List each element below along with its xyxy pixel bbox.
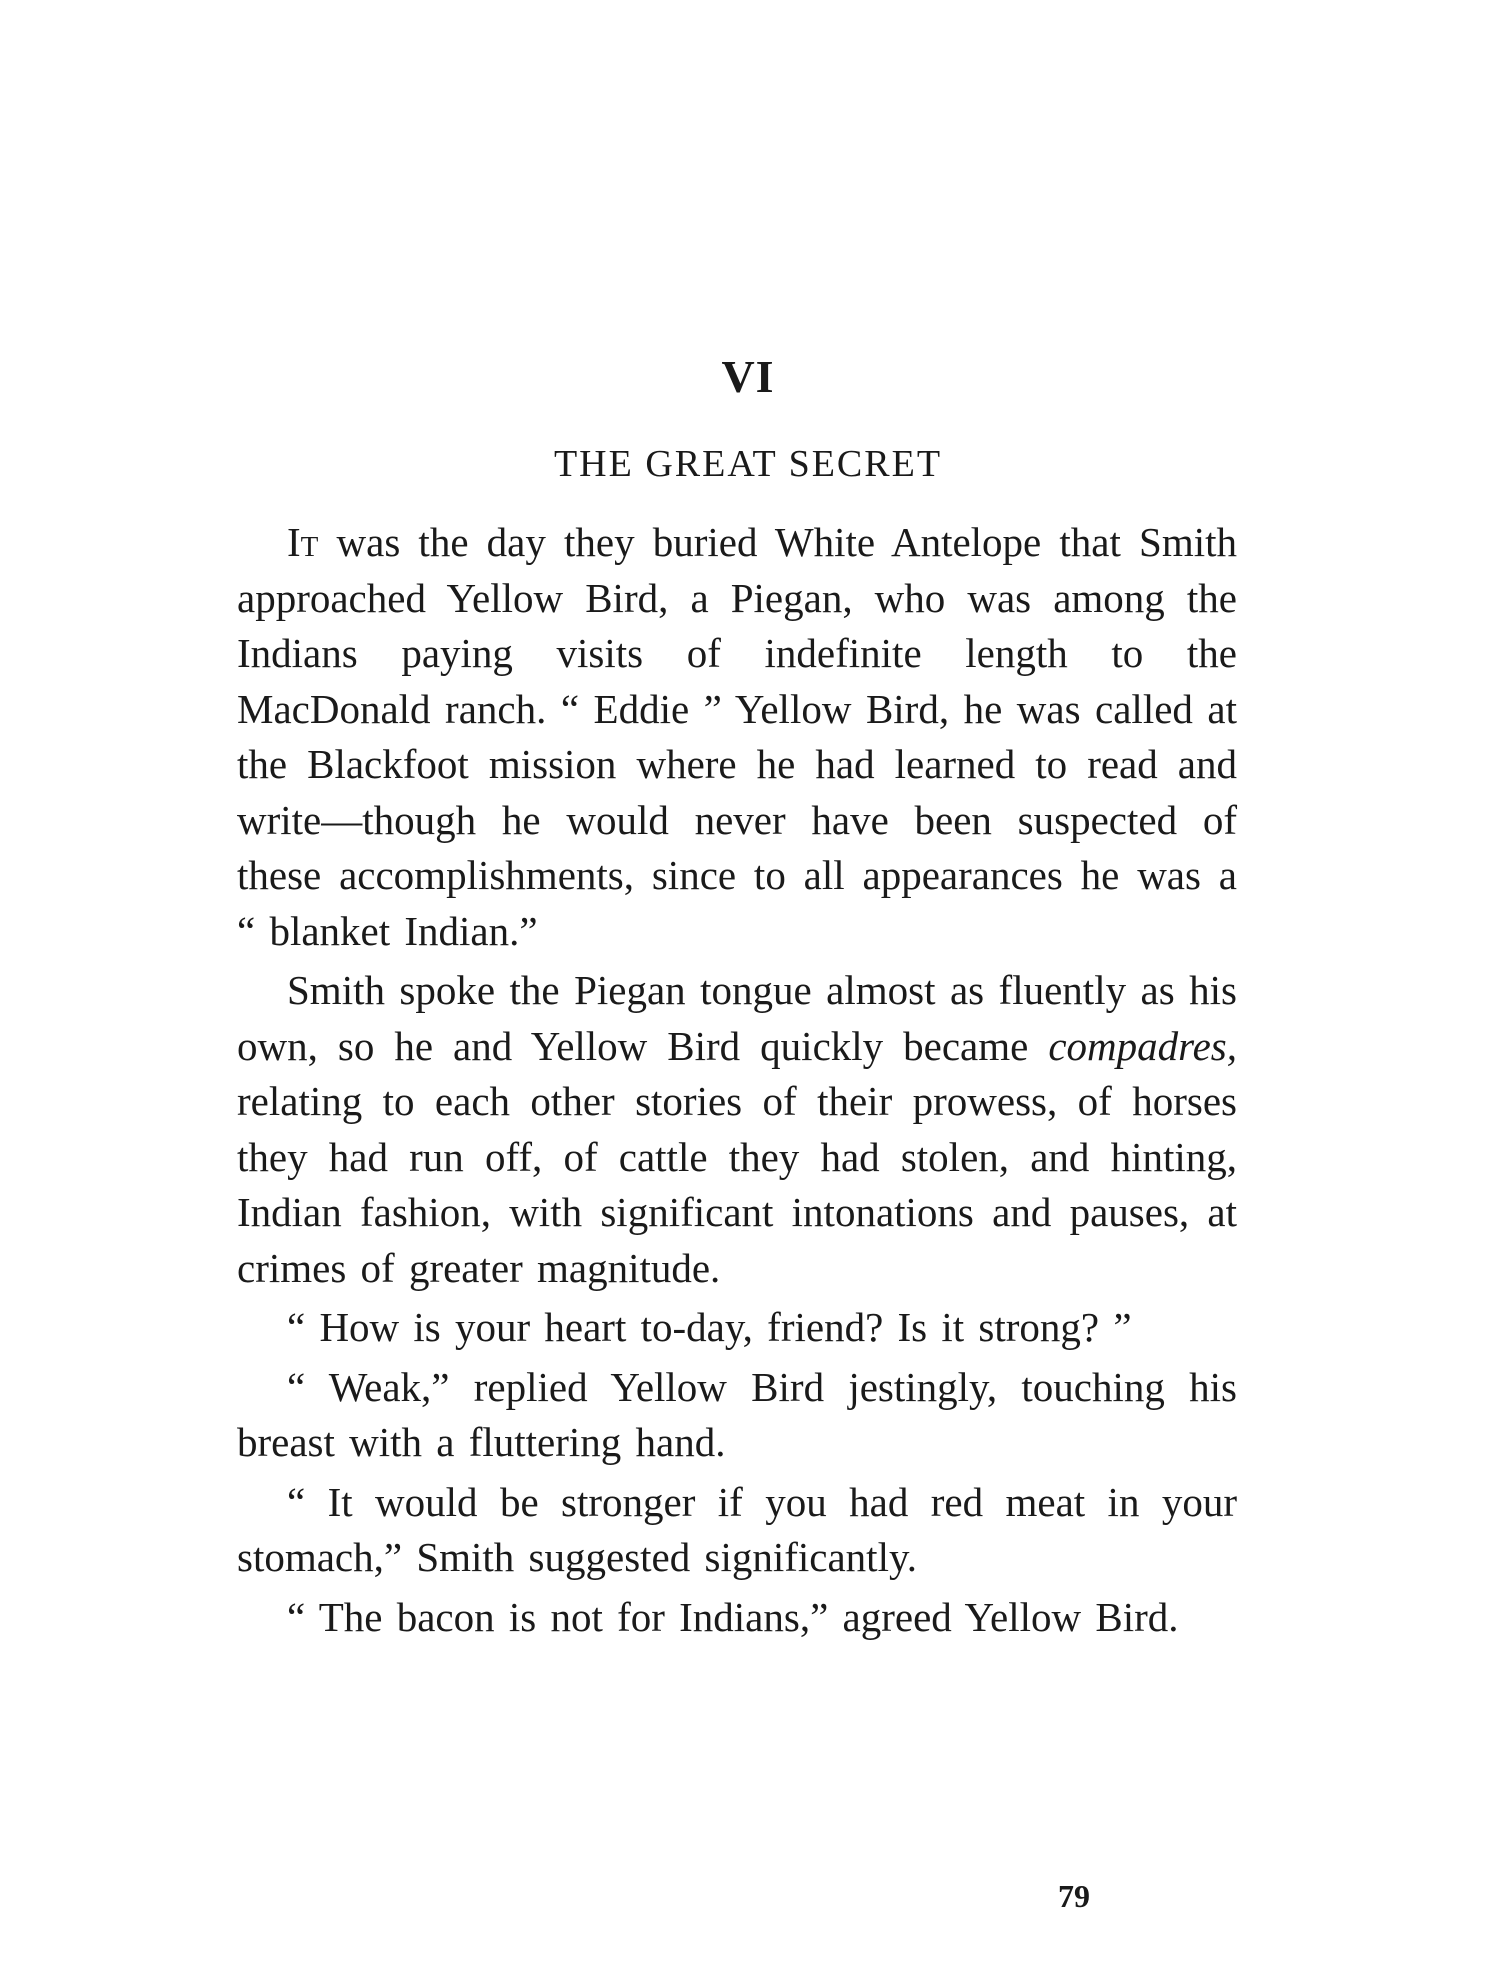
paragraph-1 (237, 515, 1237, 959)
paragraph-1-text: was the day they buried White Antelope that Smith approached Yellow Bird, a Piegan, who was among the Indians paying visits of indefinite length to the MacDonald ranch. “ Eddie ” Yellow Bird, he was called at the Blackfoot mission where he had learned to read and write—though he would never have been suspected of these accomplishments, since to all appearances he was a “ blanket Indian.” (237, 519, 1237, 954)
chapter-title: THE GREAT SECRET (553, 443, 943, 485)
paragraph-5: “ It would be stronger if you had red meat in your stomach,” Smith suggested significantly. (237, 1478, 1237, 1580)
opening-word: It (287, 519, 319, 565)
paragraph-2-text-before: Smith spoke the Piegan tongue almost as fluently as his own, so he and Yellow Bird quickly became (237, 967, 1237, 1069)
paragraph-2-text-after: relating to each other stories of their prowess, of horses they had run off, of cattle they had stolen, and hinting, Indian fashion, with significant intonations and pauses, at crimes of greater magnitude. (237, 1078, 1237, 1291)
page-number: 79 (1058, 1878, 1090, 1914)
paragraph-2 (237, 963, 1237, 1296)
chapter-body (237, 515, 1237, 1645)
paragraph-4: “ Weak,” replied Yellow Bird jestingly, touching his breast with a fluttering hand. (237, 1363, 1237, 1465)
paragraph-3: “ How is your heart to-day, friend? Is it strong? ” (287, 1304, 1132, 1350)
chapter-number: VI (721, 351, 775, 402)
paragraph-6: “ The bacon is not for Indians,” agreed Yellow Bird. (287, 1593, 1179, 1640)
italic-word: compadres, (1048, 1022, 1237, 1069)
